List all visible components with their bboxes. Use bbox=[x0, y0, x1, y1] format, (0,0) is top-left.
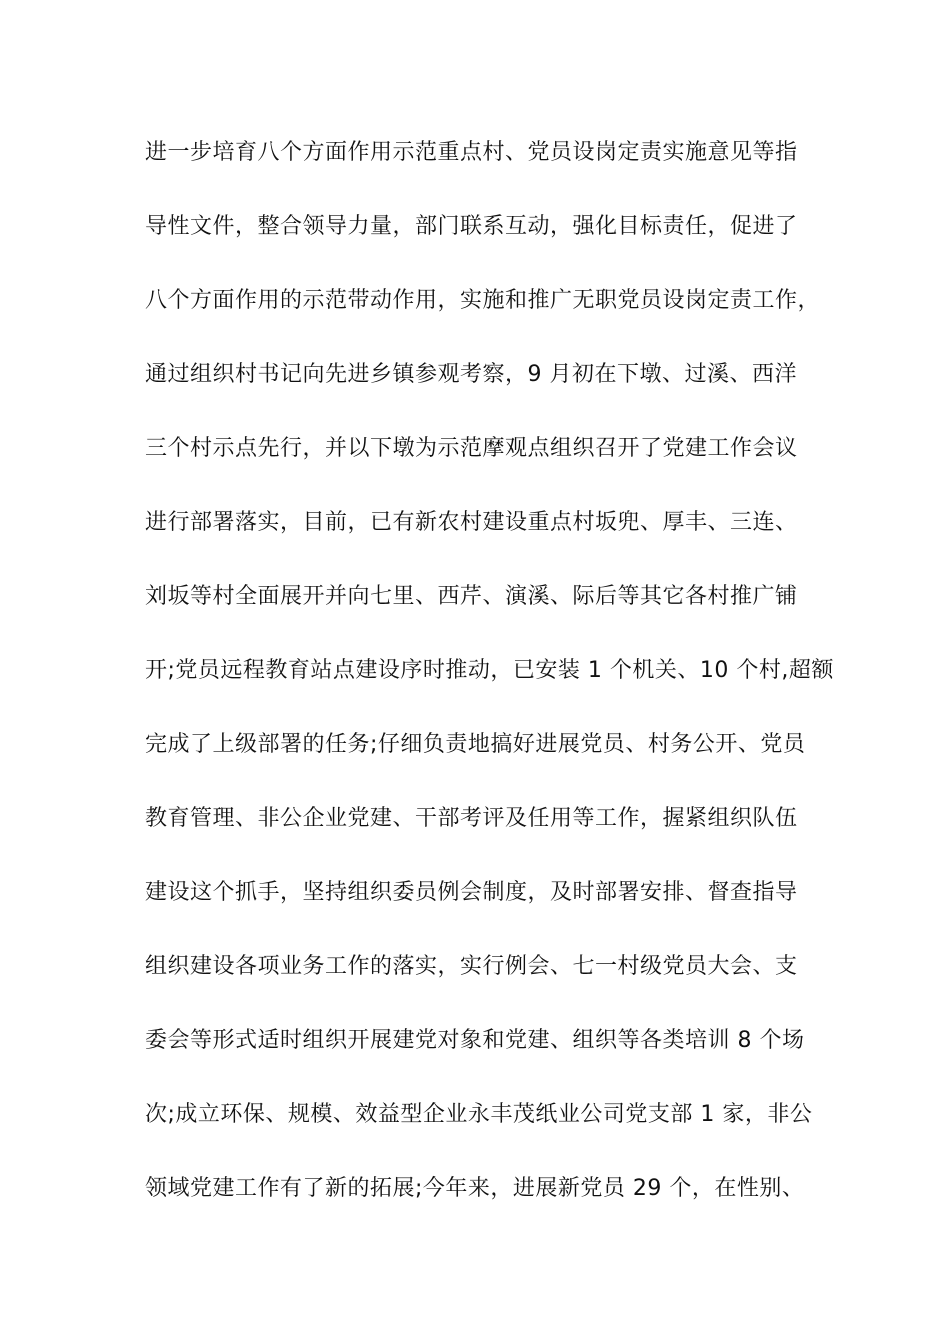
text-line: 刘坂等村全面展开并向七里、西芹、演溪、际后等其它各村推广铺 bbox=[145, 584, 798, 609]
text-line: 进行部署落实，目前，已有新农村建设重点村坂兜、厚丰、三连、 bbox=[145, 510, 798, 535]
text-line: 完成了上级部署的任务;仔细负责地搞好进展党员、村务公开、党员 bbox=[145, 732, 806, 757]
text-line: 通过组织村书记向先进乡镇参观考察，9 月初在下墩、过溪、西洋 bbox=[145, 362, 797, 387]
text-line: 次;成立环保、规模、效益型企业永丰茂纸业公司党支部 1 家，非公 bbox=[145, 1102, 813, 1127]
text-line: 三个村示点先行，并以下墩为示范摩观点组织召开了党建工作会议 bbox=[145, 436, 798, 461]
text-line: 建设这个抓手，坚持组织委员例会制度，及时部署安排、督查指导 bbox=[145, 880, 798, 905]
text-line: 教育管理、非公企业党建、干部考评及任用等工作，握紧组织队伍 bbox=[145, 806, 798, 831]
text-line: 八个方面作用的示范带动作用，实施和推广无职党员设岗定责工作， bbox=[145, 288, 821, 313]
text-line: 委会等形式适时组织开展建党对象和党建、组织等各类培训 8 个场 bbox=[145, 1028, 805, 1053]
text-line: 领域党建工作有了新的拓展;今年来，进展新党员 29 个，在性别、 bbox=[145, 1176, 805, 1201]
text-line: 组织建设各项业务工作的落实，实行例会、七一村级党员大会、支 bbox=[145, 954, 798, 979]
text-line: 开;党员远程教育站点建设序时推动，已安装 1 个机关、10 个村,超额 bbox=[145, 658, 834, 683]
text-line: 导性文件，整合领导力量，部门联系互动，强化目标责任，促进了 bbox=[145, 214, 798, 239]
text-line: 进一步培育八个方面作用示范重点村、党员设岗定责实施意见等指 bbox=[145, 140, 798, 165]
body-paragraph bbox=[145, 133, 834, 1243]
